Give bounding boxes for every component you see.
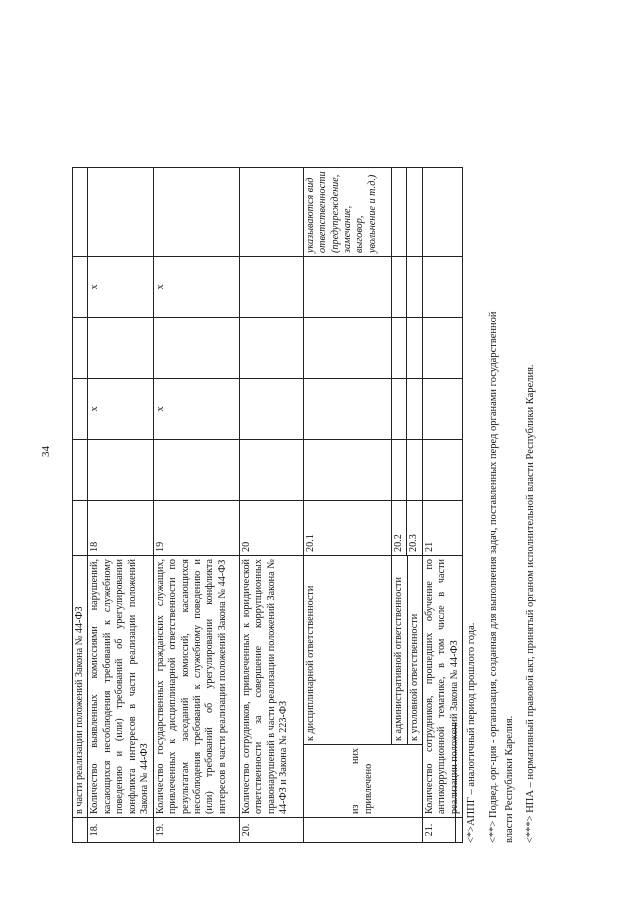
- page-number: 34: [40, 446, 52, 457]
- group-label: из них привлечено: [350, 748, 374, 814]
- table-row: [73, 168, 88, 843]
- table-row: 19. Количество государственных гражданских служащих, привлеченных к дисциплинарной ответственности по результатам заседаний комиссий, касающихся несоблюдения требований к служебному поведению и (или) требований об урегулировании конфликта интересов в части реализации положений Закона № 44-ФЗ 19 х х: [153, 168, 239, 843]
- footnotes: [455, 283, 545, 843]
- footnote: <*>АППГ – аналогичный период прошлого года.: [466, 622, 477, 843]
- report-table: [72, 167, 463, 843]
- table-row: 21. Количество сотрудников, прошедших обучение по антикоррупционной тематике, в том числе в части реализации положений Закона № 44-ФЗ 21: [423, 168, 463, 843]
- footnote: <**> Подвед. орг-ция - организация, созданная для выполнения задач, поставленных перед органами государственной власти Республики Карелия.: [487, 311, 515, 843]
- table-row: из них привлечено к дисциплинарной ответственности к административной ответственности к уголовной ответственности 20.1 указываются вид ответственности (предупреждение, замечание, выговор, увольнение и т.д.): [303, 168, 391, 843]
- table-row: 20. Количество сотрудников, привлеченных к юридической ответственности за совершение коррупционных правонарушений в части реализации положений Закона № 44-ФЗ и Закона № 223-ФЗ 20: [239, 168, 303, 843]
- footnote: <***> НПА – нормативный правовой акт, принятый органом исполнительной власти Республики Карелия.: [525, 364, 537, 843]
- table-row: 18. Количество выявленных комиссиями нарушений, касающихся несоблюдения требований к служебному поведению и (или) требований об урегулировании конфликта интересов в части реализации положений Закона № 44-ФЗ 18 х х: [88, 168, 153, 843]
- footnote-divider: [455, 723, 456, 843]
- table-row: 20.3: [407, 168, 423, 843]
- note-text: указываются вид ответственности (предупреждение, замечание, выговор, увольнение и т.д.): [303, 168, 391, 257]
- row-text: в части реализации положений Закона № 44-ФЗ: [73, 556, 88, 818]
- table-row: 20.2: [391, 168, 407, 843]
- sub-breakdown: из них привлечено к дисциплинарной ответственности к административной ответственности к уголовной ответственности: [304, 556, 422, 817]
